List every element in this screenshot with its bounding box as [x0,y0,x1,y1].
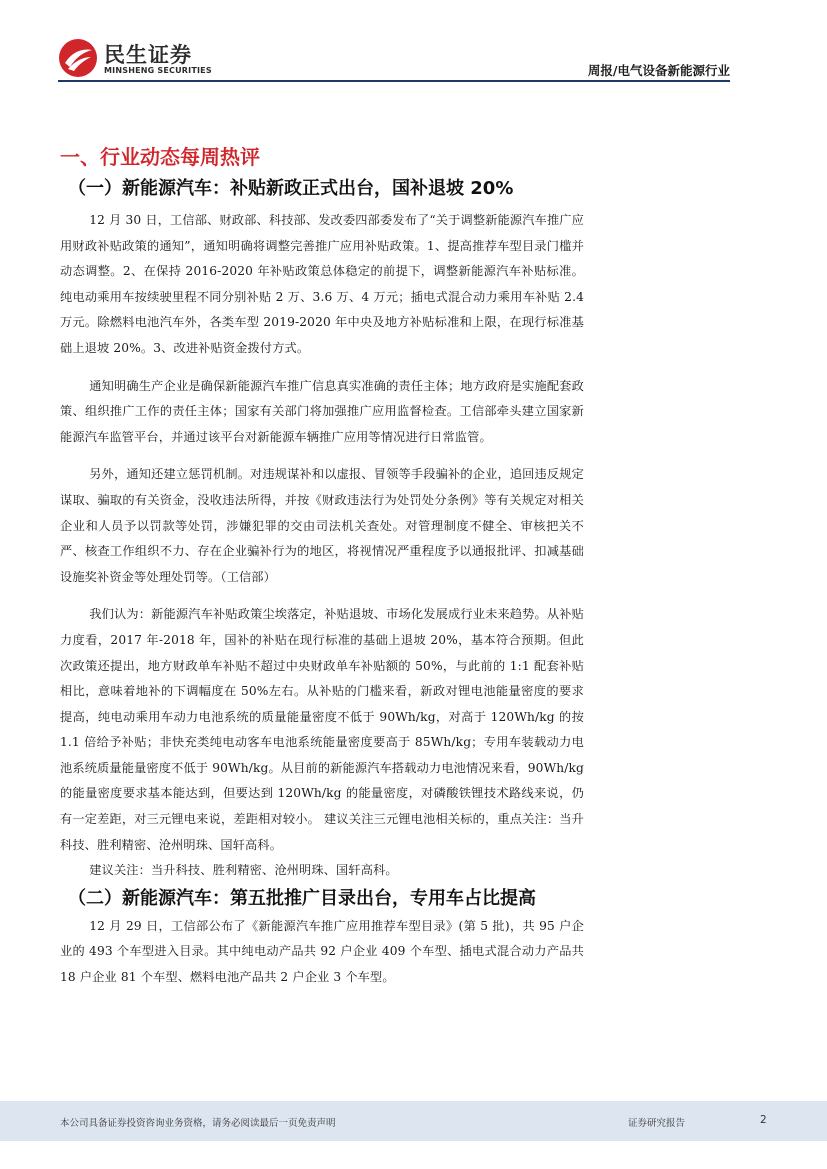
paragraph: 12 月 30 日，工信部、财政部、科技部、发改委四部委发布了“关于调整新能源汽车推广应用财政补贴政策的通知”，通知明确将调整完善推广应用补贴政策。1、提高推荐车型目录门槛并动态调整。2、在保持 2016-2020 年补贴政策总体稳定的前提下，调整新能源汽车补贴标准。纯电动乘用车按续驶里程不同分别补贴 2 万、3.6 万、4 万元；插电式混合动力乘用车补贴 2.4 万元。除燃料电池汽车外，各类车型 2019-2020 年中央及地方补贴标准和上限，在现行标准基础上退坡 20%。3、改进补贴资金拨付方式。 [60,213,584,355]
report-body [60,140,584,991]
page-footer [0,1101,827,1141]
brand-name-cn: 民生证券 [104,43,192,67]
paragraph: 我们认为：新能源汽车补贴政策尘埃落定，补贴退坡、市场化发展成行业未来趋势。从补贴力度看，2017 年-2018 年，国补的补贴在现行标准的基础上退坡 20%，基本符合预期。但此次政策还提出，地方财政单车补贴不超过中央财政单车补贴额的 50%，与此前的 1:1 配套补贴相比，意味着地补的下调幅度在 50%左右。从补贴的门槛来看，新政对锂电池能量密度的要求提高，纯电动乘用车动力电池系统的质量能量密度不低于 90Wh/kg，对高于 120Wh/kg 的按 1.1 倍给予补贴；非快充类纯电动客车电池系统能量密度要高于 85Wh/kg；专用车装载动力电池系统质量能量密度不低于 90Wh/kg。从目前的新能源汽车搭载动力电池情况来看，90Wh/kg 的能量密度要求基本能达到，但要达到 120Wh/kg 的能量密度，对磷酸铁锂技术路线来说，仍有一定差距，对三元锂电来说，差距相对较小。 建议关注三元锂电池相关标的，重点关注：当升科技、胜利精密、沧州明珠、国轩高科。 [60,607,584,852]
paragraph: 通知明确生产企业是确保新能源汽车推广信息真实准确的责任主体；地方政府是实施配套政策、组织推广工作的责任主体；国家有关部门将加强推广应用监督检查。工信部牵头建立国家新能源汽车监管平台，并通过该平台对新能源车辆推广应用等情况进行日常监管。 [60,378,584,444]
brand-name-en: MINSHENG SECURITIES [104,66,212,75]
paragraph: 另外，通知还建立惩罚机制。对违规谋补和以虚报、冒领等手段骗补的企业，追回违反规定谋取、骗取的有关资金，没收违法所得，并按《财政违法行为处罚处分条例》等有关规定对相关企业和人员予以罚款等处罚，涉嫌犯罪的交由司法机关查处。对管理制度不健全、审核把关不严、核查工作组织不力、存在企业骗补行为的地区，将视情况严重程度予以通报批评、扣减基础设施奖补资金等处理处罚等。（工信部） [60,467,584,584]
footer-disclaimer: 本公司具备证券投资咨询业务资格，请务必阅读最后一页免责声明 [60,1118,336,1129]
paragraph: 12 月 29 日，工信部公布了《新能源汽车推广应用推荐车型目录》(第 5 批)，共 95 户企业的 493 个车型进入目录。其中纯电动产品共 92 户企业 409 个车型、插电式混合动力产品共 18 户企业 81 个车型、燃料电池产品共 2 户企业 3 个车型。 [60,918,584,985]
minsheng-logo-icon [58,38,98,78]
minsheng-logo [58,38,258,80]
header-divider [58,80,730,82]
page-header [0,0,827,84]
report-type: 周报/电气设备新能源行业 [587,63,730,78]
page-number: 2 [760,1114,767,1126]
paragraph-recommendation: 建议关注：当升科技、胜利精密、沧州明珠、国轩高科。 [89,863,398,878]
section-title: 一、行业动态每周热评 [60,145,260,169]
subsection-title-1: （一）新能源汽车：补贴新政正式出台，国补退坡 20% [68,178,514,199]
footer-label: 证券研究报告 [628,1118,686,1129]
subsection-title-2: （二）新能源汽车：第五批推广目录出台，专用车占比提高 [68,887,536,909]
